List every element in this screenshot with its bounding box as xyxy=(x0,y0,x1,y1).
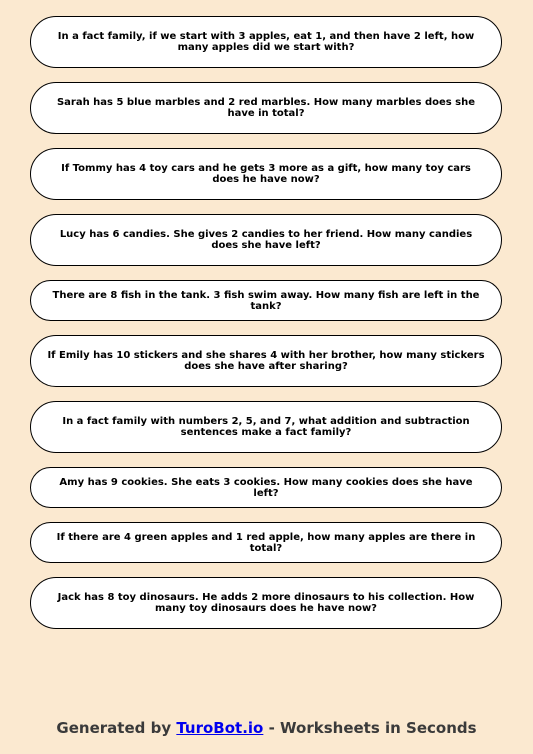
question-text-6: If Emily has 10 stickers and she shares 4 with her brother, how many stickers does she have after sharing? xyxy=(47,350,485,372)
question-card-6 xyxy=(30,335,502,387)
question-text-4: Lucy has 6 candies. She gives 2 candies to her friend. How many candies does she have left? xyxy=(59,229,473,251)
question-card-5 xyxy=(30,280,502,321)
footer-prefix: Generated by xyxy=(56,719,177,737)
question-card-9 xyxy=(30,522,502,563)
question-text-9: If there are 4 green apples and 1 red apple, how many apples are there in total? xyxy=(56,531,476,554)
question-text-10: Jack has 8 toy dinosaurs. He adds 2 more dinosaurs to his collection. How many toy dinosaurs does he have now? xyxy=(57,592,475,614)
turobot-link[interactable]: TuroBot.io xyxy=(176,719,264,737)
question-card-2 xyxy=(30,82,502,134)
question-text-7: In a fact family with numbers 2, 5, and 7, what addition and subtraction sentences make a fact family? xyxy=(62,416,470,438)
question-text-2: Sarah has 5 blue marbles and 2 red marbles. How many marbles does she have in total? xyxy=(56,97,476,119)
question-card-4 xyxy=(30,214,502,266)
question-card-10 xyxy=(30,577,502,629)
question-card-3 xyxy=(30,148,502,200)
question-card-7 xyxy=(30,401,502,453)
question-card-8 xyxy=(30,467,502,508)
question-text-1: In a fact family, if we start with 3 apples, eat 1, and then have 2 left, how many apples did we start with? xyxy=(57,31,475,53)
question-card-1 xyxy=(30,16,502,68)
footer-suffix: - Worksheets in Seconds xyxy=(263,719,477,737)
footer xyxy=(0,719,533,737)
question-text-3: If Tommy has 4 toy cars and he gets 3 more as a gift, how many toy cars does he have now? xyxy=(61,163,471,185)
question-text-5: There are 8 fish in the tank. 3 fish swim away. How many fish are left in the tank? xyxy=(52,289,480,312)
question-text-8: Amy has 9 cookies. She eats 3 cookies. How many cookies does she have left? xyxy=(59,476,473,499)
question-list xyxy=(30,16,502,643)
